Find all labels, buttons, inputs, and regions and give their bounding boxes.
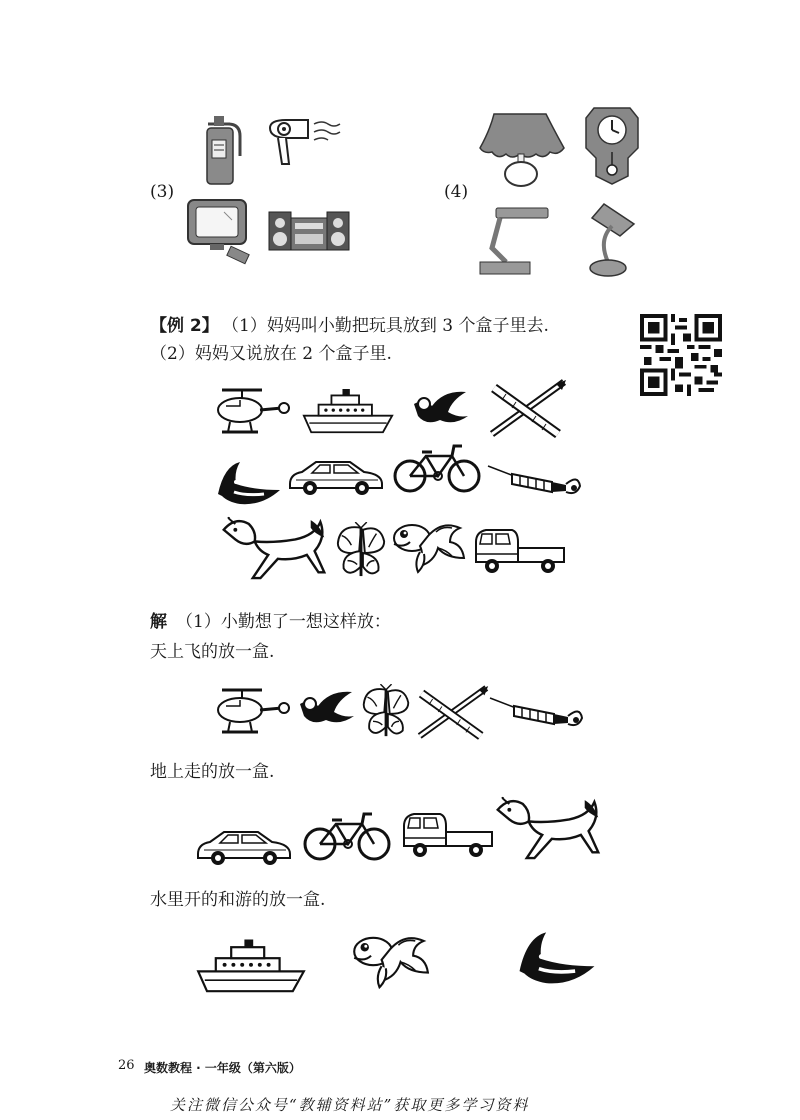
watermark-text: 关注微信公众号“教辅资料站”获取更多学习资料 (170, 1096, 530, 1114)
bicycle-icon (302, 808, 392, 862)
bicycle-icon (392, 440, 482, 494)
truck-icon (472, 528, 568, 576)
problem-4-label: (4) (444, 182, 469, 202)
helicopter-icon (210, 684, 290, 740)
solution-line-1: （1）小勤想了一想这样放： (176, 612, 391, 632)
solution-tag: 解 (150, 612, 167, 632)
table-lamp-icon (476, 110, 566, 188)
truck-icon (400, 812, 496, 860)
rocket-icon (486, 460, 586, 500)
hair-dryer-icon (266, 118, 342, 174)
qr-code (640, 314, 722, 396)
bird-icon (410, 390, 470, 430)
airplane-icon (416, 684, 490, 740)
ship-icon (196, 938, 306, 996)
desk-lamp-icon (478, 206, 552, 278)
television-icon (186, 198, 252, 268)
stereo-icon (268, 208, 350, 252)
car-icon (286, 456, 386, 496)
adjustable-lamp-icon (586, 200, 640, 280)
ship-icon (302, 388, 394, 436)
whale-icon (214, 460, 284, 508)
butterfly-icon (334, 522, 388, 580)
problem-3-label: (3) (150, 182, 175, 202)
book-title: 奥数教程 · 一年级（第六版） (144, 1061, 301, 1075)
sky-group-caption: 天上飞的放一盒. (150, 642, 275, 662)
butterfly-icon (360, 684, 412, 740)
horse-icon (490, 796, 606, 868)
helicopter-icon (210, 384, 290, 440)
water-group-caption: 水里开的和游的放一盒. (150, 890, 326, 910)
page-number: 26 (118, 1058, 135, 1073)
fire-extinguisher-icon (200, 112, 245, 187)
horse-icon (216, 516, 332, 588)
example-line-2: （2）妈妈又说放在 2 个盒子里. (150, 344, 392, 364)
airplane-icon (488, 378, 568, 438)
bird-icon (296, 690, 356, 730)
example-line-1: （1）妈妈叫小勤把玩具放到 3 个盒子里去. (222, 316, 549, 336)
fish-icon (390, 518, 466, 578)
example-tag: 【例 2】 (150, 316, 219, 336)
whale-icon (514, 930, 600, 988)
ground-group-caption: 地上走的放一盒. (150, 762, 275, 782)
pendulum-clock-icon (584, 106, 640, 186)
rocket-icon (488, 692, 588, 732)
fish-icon (350, 930, 430, 994)
car-icon (194, 826, 294, 866)
